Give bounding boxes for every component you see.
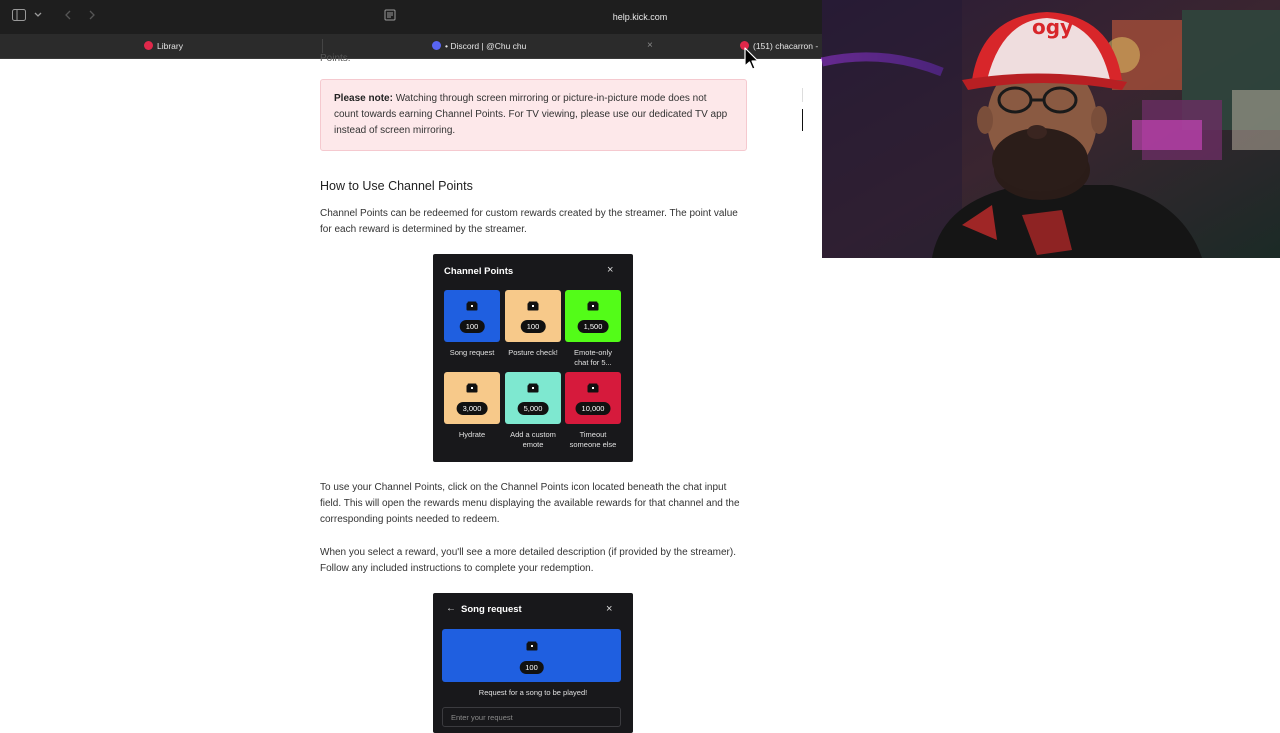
reward-tile-posture-check: [505, 290, 561, 342]
cut-off-text: Points.: [320, 53, 351, 64]
text-cursor: [802, 109, 803, 131]
sidebar-toggle-icon[interactable]: [12, 9, 26, 25]
points-badge: 100: [521, 320, 546, 333]
reward-label: Posture check!: [508, 348, 558, 357]
reward-label: Song request: [449, 348, 495, 357]
paragraph-intro: Channel Points can be redeemed for custom rewards created by the streamer. The point value for each reward is determined by the streamer.: [320, 208, 738, 235]
close-icon: ×: [606, 603, 613, 615]
tab-label: (151) chacarron -: [753, 41, 819, 51]
chest-icon: [526, 641, 538, 651]
song-request-tile: [442, 629, 621, 682]
note-text: Watching through screen mirroring or picture-in-picture mode does not count towards earning Channel Points. For TV viewing, please use our dedicated TV app instead of screen mirroring.: [334, 93, 728, 136]
points-badge: 100: [460, 320, 485, 333]
note-box: [320, 79, 747, 151]
discord-favicon-icon: [432, 41, 441, 50]
note-label: Please note:: [334, 93, 393, 104]
chest-icon: [466, 301, 478, 311]
library-favicon-icon: [144, 41, 153, 50]
tab-library[interactable]: [144, 34, 314, 58]
reward-tile-song-request: [444, 290, 500, 342]
paragraph-select-reward: When you select a reward, you'll see a more detailed description (if provided by the streamer). Follow any included instructions to complete your redemption.: [320, 547, 736, 574]
chevron-down-icon[interactable]: [34, 9, 42, 25]
reward-label: Emote-only chat for 5...: [574, 348, 612, 367]
paragraph-how-to: To use your Channel Points, click on the Channel Points icon located beneath the chat input field. This will open the rewards menu displaying the available rewards for that channel and the corresponding points needed to redeem.: [320, 482, 740, 525]
reader-icon[interactable]: [384, 9, 396, 25]
chest-icon: [466, 383, 478, 393]
chest-icon: [527, 383, 539, 393]
back-arrow-icon: ←: [446, 603, 456, 614]
reward-label: Add a custom emote: [510, 430, 556, 449]
panel-title: Song request: [461, 604, 522, 615]
points-badge: 10,000: [576, 402, 611, 415]
reward-label: Hydrate: [458, 430, 486, 439]
streamer-webcam-image: [822, 0, 1280, 258]
webcam-overlay: [822, 0, 1280, 258]
tab-divider: [322, 39, 323, 53]
points-badge: 3,000: [457, 402, 488, 415]
reward-tile-timeout: [565, 372, 621, 424]
cap-lettering: ogy: [1032, 15, 1074, 39]
points-badge: 100: [519, 661, 544, 674]
reward-tile-custom-emote: [505, 372, 561, 424]
page-content: [0, 53, 822, 722]
points-badge: 1,500: [578, 320, 609, 333]
request-input: Enter your request: [442, 707, 621, 727]
section-heading: How to Use Channel Points: [320, 179, 473, 193]
chest-icon: [527, 301, 539, 311]
channel-points-panel: [433, 254, 633, 462]
song-request-panel: [433, 593, 633, 733]
reward-label: Timeout someone else: [569, 430, 617, 449]
reward-tile-emote-only: [565, 290, 621, 342]
panel-title: Channel Points: [444, 266, 514, 277]
tab-label: Library: [157, 41, 183, 51]
tab-discord[interactable]: [432, 34, 632, 58]
address-bar[interactable]: help.kick.com: [612, 12, 668, 22]
close-icon: ×: [607, 264, 614, 276]
scroll-indicator: [802, 88, 803, 102]
tab-bar: [0, 34, 822, 59]
forward-icon[interactable]: [88, 9, 96, 25]
back-icon[interactable]: [64, 9, 72, 25]
mouse-pointer-icon: [744, 47, 760, 71]
tab-label: • Discord | @Chu chu: [445, 41, 527, 51]
chest-icon: [587, 383, 599, 393]
browser-toolbar: [0, 0, 822, 34]
chest-icon: [587, 301, 599, 311]
blank-area: [822, 258, 1280, 720]
reward-tile-hydrate: [444, 372, 500, 424]
reward-description: Request for a song to be played!: [478, 688, 588, 697]
points-badge: 5,000: [518, 402, 549, 415]
tab-close-icon[interactable]: ×: [647, 40, 653, 51]
